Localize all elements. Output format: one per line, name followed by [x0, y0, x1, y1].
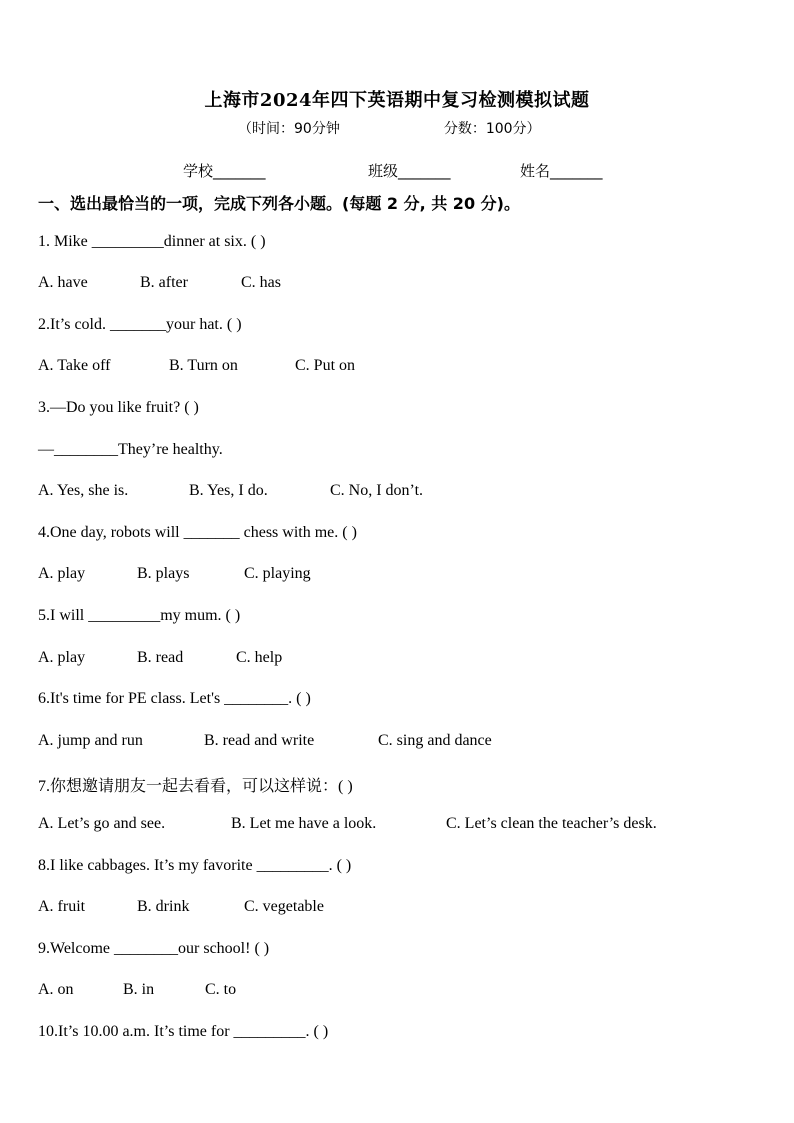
- option-c: C. vegetable: [244, 898, 324, 915]
- question-5: 5.I will _________my mum. ( ): [38, 607, 241, 624]
- options-1: [38, 274, 281, 292]
- option-b: B. after: [140, 274, 188, 291]
- question-4: 4.One day, robots will _______ chess with me. ( ): [38, 524, 357, 541]
- page-title: 上海市2024年四下英语期中复习检测模拟试题: [204, 90, 590, 111]
- option-a: A. Let’s go and see.: [38, 815, 166, 832]
- option-a: A. on: [38, 981, 74, 998]
- option-b: B. Let me have a look.: [231, 815, 377, 832]
- option-a: A. Take off: [38, 357, 111, 374]
- option-a: A. play: [38, 565, 86, 582]
- option-b: B. Turn on: [169, 357, 238, 374]
- question-1: 1. Mike _________dinner at six. ( ): [38, 233, 266, 250]
- option-b: B. in: [123, 981, 155, 998]
- option-a: A. have: [38, 274, 88, 291]
- options-3: [38, 482, 423, 500]
- option-c: C. Put on: [295, 357, 356, 374]
- options-2: [38, 357, 355, 375]
- option-b: B. read: [137, 649, 184, 666]
- options-5: [38, 649, 282, 667]
- question-9: 9.Welcome ________our school! ( ): [38, 940, 270, 957]
- option-c: C. No, I don’t.: [330, 482, 424, 499]
- section-heading: 一、选出最恰当的一项，完成下列各小题。(每题 2 分, 共 20 分)。: [38, 194, 520, 213]
- option-b: B. read and write: [204, 732, 315, 749]
- class-field: 班级_______: [368, 162, 451, 180]
- option-a: A. jump and run: [38, 732, 143, 749]
- question-8: 8.I like cabbages. It’s my favorite _________. ( ): [38, 857, 352, 874]
- option-b: B. Yes, I do.: [189, 482, 268, 499]
- option-c: C. Let’s clean the teacher’s desk.: [446, 815, 657, 832]
- options-9: [38, 981, 236, 999]
- options-6: [38, 732, 492, 750]
- question-3: 3.—Do you like fruit? ( ): [38, 399, 199, 416]
- question-3-response: —________They’re healthy.: [38, 441, 223, 458]
- option-c: C. sing and dance: [378, 732, 492, 749]
- question-7: 7.你想邀请朋友一起去看看，可以这样说：( ): [38, 778, 353, 795]
- school-field: 学校_______: [183, 162, 266, 180]
- total-score: 分数：100分）: [443, 121, 541, 137]
- question-2: 2.It’s cold. _______your hat. ( ): [38, 316, 242, 333]
- option-b: B. drink: [137, 898, 190, 915]
- option-c: C. to: [205, 981, 237, 998]
- options-8: [38, 898, 324, 916]
- option-c: C. has: [241, 274, 281, 291]
- exam-subtitle: [238, 118, 541, 138]
- option-b: B. plays: [137, 565, 190, 582]
- options-7: [38, 815, 657, 833]
- name-field: 姓名_______: [520, 162, 603, 180]
- option-a: A. Yes, she is.: [38, 482, 129, 499]
- question-6: 6.It's time for PE class. Let's ________. ( ): [38, 690, 311, 707]
- option-c: C. help: [236, 649, 283, 666]
- time-limit: （时间：90分钟: [238, 121, 340, 137]
- option-c: C. playing: [244, 565, 311, 582]
- question-10: 10.It’s 10.00 a.m. It’s time for _________. ( ): [38, 1023, 329, 1040]
- option-a: A. play: [38, 649, 86, 666]
- option-a: A. fruit: [38, 898, 86, 915]
- options-4: [38, 565, 311, 583]
